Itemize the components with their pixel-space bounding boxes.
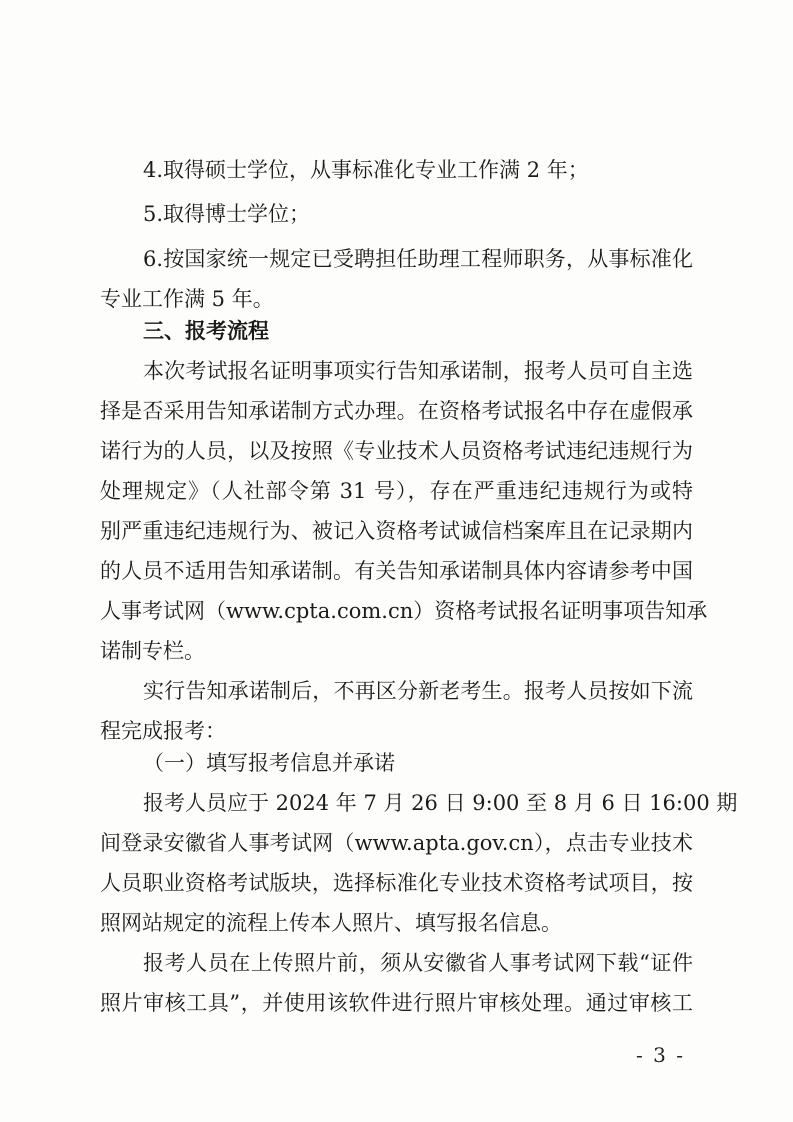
sub-heading: （一）填写报考信息并承诺 (143, 751, 395, 775)
text-line: 择是否采用告知承诺制方式办理。在资格考试报名中存在虚假承 (100, 399, 693, 423)
text-line: 5.取得博士学位； (143, 202, 311, 226)
page-number: - 3 - (636, 1043, 685, 1067)
text-line: 处理规定》（人社部令第 31 号），存在严重违纪违规行为或特 (100, 479, 693, 503)
text-line: 本次考试报名证明事项实行告知承诺制，报考人员可自主选 (143, 359, 693, 383)
text-line: 4.取得硕士学位，从事标准化专业工作满 2 年； (143, 158, 589, 182)
text-line: 程完成报考： (100, 719, 226, 743)
text-line: 诺制专栏。 (100, 639, 205, 663)
text-line: 人员职业资格考试版块，选择标准化专业技术资格考试项目，按 (100, 871, 693, 895)
section-heading: 三、报考流程 (143, 319, 269, 343)
text-line: 6.按国家统一规定已受聘担任助理工程师职务，从事标准化 (143, 247, 693, 271)
text-line: 报考人员在上传照片前，须从安徽省人事考试网下载“证件 (143, 951, 693, 975)
text-line: 间登录安徽省人事考试网（www.apta.gov.cn），点击专业技术 (100, 831, 693, 855)
text-line: 别严重违纪违规行为、被记入资格考试诚信档案库且在记录期内 (100, 519, 693, 543)
text-line: 报考人员应于 2024 年 7 月 26 日 9:00 至 8 月 6 日 16:00 期 (143, 791, 738, 815)
text-line: 人事考试网（www.cpta.com.cn）资格考试报名证明事项告知承 (100, 599, 708, 623)
text-line: 照片审核工具”，并使用该软件进行照片审核处理。通过审核工 (100, 991, 693, 1015)
text-line: 诺行为的人员，以及按照《专业技术人员资格考试违纪违规行为 (100, 439, 693, 463)
text-line: 的人员不适用告知承诺制。有关告知承诺制具体内容请参考中国 (100, 559, 693, 583)
text-line: 照网站规定的流程上传本人照片、填写报名信息。 (100, 911, 562, 935)
text-line: 专业工作满 5 年。 (100, 287, 274, 311)
text-line: 实行告知承诺制后，不再区分新老考生。报考人员按如下流 (143, 679, 693, 703)
